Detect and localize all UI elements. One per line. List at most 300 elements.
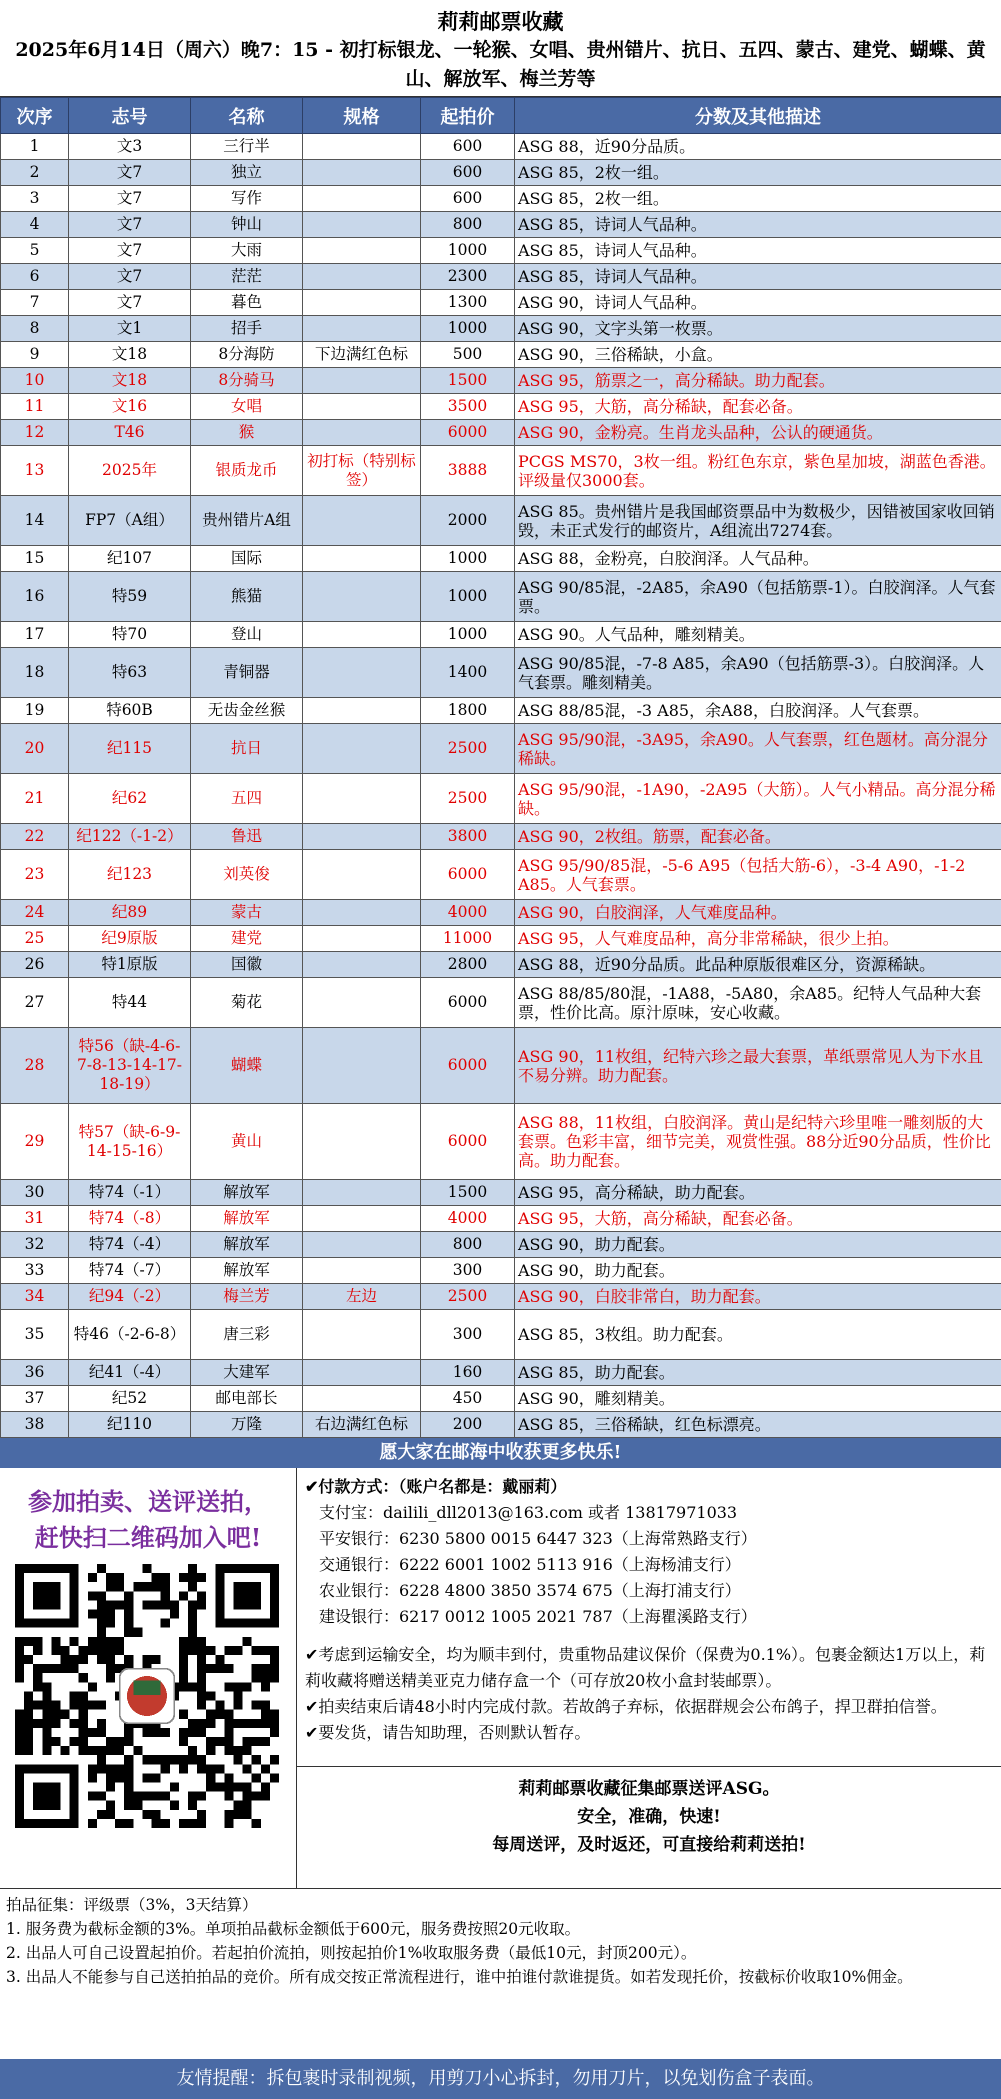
lot-number: 23 xyxy=(1,850,69,900)
slogan-line-2: 赶快扫二维码加入吧! xyxy=(34,1523,262,1552)
table-row xyxy=(1,1028,1001,1104)
table-row xyxy=(1,1180,1001,1206)
stamp-code: 特46（-2-6-8） xyxy=(69,1310,191,1360)
page-title: 莉莉邮票收藏 xyxy=(437,9,564,34)
col-header-price: 起拍价 xyxy=(421,98,515,134)
stamp-name: 熊猫 xyxy=(191,572,303,622)
lot-number: 7 xyxy=(1,290,69,316)
start-price: 1000 xyxy=(421,238,515,264)
stamp-spec xyxy=(303,212,421,238)
stamp-code: 纪122（-1-2） xyxy=(69,824,191,850)
submission-box xyxy=(297,1766,1001,1888)
lot-description: PCGS MS70，3枚一组。粉红色东京，紫色星加坡，湖蓝色香港。评级量仅3000套。 xyxy=(515,446,1001,496)
stamp-name: 8分海防 xyxy=(191,342,303,368)
table-row xyxy=(1,134,1001,160)
col-header-no: 次序 xyxy=(1,98,69,134)
lot-number: 13 xyxy=(1,446,69,496)
start-price: 2000 xyxy=(421,496,515,546)
start-price: 3888 xyxy=(421,446,515,496)
stamp-code: 特57（缺-6-9-14-15-16） xyxy=(69,1104,191,1180)
start-price: 4000 xyxy=(421,900,515,926)
stamp-name: 邮电部长 xyxy=(191,1386,303,1412)
start-price: 800 xyxy=(421,1232,515,1258)
lot-number: 33 xyxy=(1,1258,69,1284)
table-row xyxy=(1,368,1001,394)
col-header-name: 名称 xyxy=(191,98,303,134)
lot-description: ASG 85，3枚组。助力配套。 xyxy=(515,1310,1001,1360)
table-row xyxy=(1,420,1001,446)
stamp-name: 解放军 xyxy=(191,1206,303,1232)
lot-description: ASG 90，助力配套。 xyxy=(515,1258,1001,1284)
lot-description: ASG 90，11枚组，纪特六珍之最大套票，革纸票常见人为下水且不易分辨。助力配套。 xyxy=(515,1028,1001,1104)
stamp-code: 纪110 xyxy=(69,1412,191,1438)
table-row xyxy=(1,546,1001,572)
table-row xyxy=(1,264,1001,290)
lot-description: ASG 85，2枚一组。 xyxy=(515,160,1001,186)
stamp-spec xyxy=(303,1232,421,1258)
stamp-name: 建党 xyxy=(191,926,303,952)
lot-description: ASG 85，诗词人气品种。 xyxy=(515,264,1001,290)
footer-reminder: 友情提醒：拆包裹时录制视频，用剪刀小心拆封，勿用刀片，以免划伤盒子表面。 xyxy=(0,2059,1001,2099)
stamp-code: 纪107 xyxy=(69,546,191,572)
table-row xyxy=(1,238,1001,264)
stamp-code: 文7 xyxy=(69,264,191,290)
stamp-spec xyxy=(303,850,421,900)
start-price: 450 xyxy=(421,1386,515,1412)
stamp-name: 无齿金丝猴 xyxy=(191,698,303,724)
start-price: 600 xyxy=(421,134,515,160)
lot-number: 20 xyxy=(1,724,69,774)
table-row xyxy=(1,1360,1001,1386)
table-row xyxy=(1,1104,1001,1180)
table-row xyxy=(1,978,1001,1028)
lot-description: ASG 88，11枚组，白胶润泽。黄山是纪特六珍里唯一雕刻版的大套票。色彩丰富，细节完美，观赏性强。88分近90分品质，性价比高。助力配套。 xyxy=(515,1104,1001,1180)
rules-title: 拍品征集：评级票（3%，3天结算） xyxy=(6,1896,258,1914)
stamp-spec xyxy=(303,952,421,978)
lot-number: 6 xyxy=(1,264,69,290)
table-row xyxy=(1,774,1001,824)
lot-description: ASG 90，雕刻精美。 xyxy=(515,1386,1001,1412)
lot-description: ASG 88/85/80混，-1A88，-5A80，余A85。纪特人气品种大套票，性价比高。原汁原味，安心收藏。 xyxy=(515,978,1001,1028)
lot-description: ASG 88/85混，-3 A85，余A88，白胶润泽。人气套票。 xyxy=(515,698,1001,724)
delivery-note: ✔要发货，请告知助理，否则默认暂存。 xyxy=(305,1723,591,1742)
page-header xyxy=(0,0,1001,97)
lot-number: 8 xyxy=(1,316,69,342)
stamp-spec xyxy=(303,978,421,1028)
start-price: 2500 xyxy=(421,774,515,824)
stamp-spec xyxy=(303,648,421,698)
stamp-spec xyxy=(303,622,421,648)
stamp-name: 蒙古 xyxy=(191,900,303,926)
info-section xyxy=(0,1468,1001,1889)
col-header-spec: 规格 xyxy=(303,98,421,134)
stamp-spec xyxy=(303,186,421,212)
stamp-code: 文16 xyxy=(69,394,191,420)
stamp-spec xyxy=(303,1360,421,1386)
lot-number: 36 xyxy=(1,1360,69,1386)
stamp-name: 三行半 xyxy=(191,134,303,160)
stamp-code: FP7（A组） xyxy=(69,496,191,546)
stamp-name: 国徽 xyxy=(191,952,303,978)
stamp-code: 特74（-8） xyxy=(69,1206,191,1232)
stamp-code: 纪94（-2） xyxy=(69,1284,191,1310)
bank-line-jiaotong: 交通银行：6222 6001 1002 5113 916（上海杨浦支行） xyxy=(319,1555,741,1574)
lot-number: 16 xyxy=(1,572,69,622)
stamp-name: 抗日 xyxy=(191,724,303,774)
stamp-name: 女唱 xyxy=(191,394,303,420)
start-price: 2500 xyxy=(421,1284,515,1310)
table-row xyxy=(1,1284,1001,1310)
table-row xyxy=(1,160,1001,186)
lot-number: 35 xyxy=(1,1310,69,1360)
lot-number: 31 xyxy=(1,1206,69,1232)
stamp-code: 纪9原版 xyxy=(69,926,191,952)
lot-number: 27 xyxy=(1,978,69,1028)
stamp-spec xyxy=(303,572,421,622)
stamp-spec xyxy=(303,1028,421,1104)
table-row xyxy=(1,824,1001,850)
auction-table xyxy=(0,97,1001,1438)
lot-number: 21 xyxy=(1,774,69,824)
lot-description: ASG 95，高分稀缺，助力配套。 xyxy=(515,1180,1001,1206)
bank-line-pingan: 平安银行：6230 5800 0015 6447 323（上海常熟路支行） xyxy=(319,1529,757,1548)
stamp-spec xyxy=(303,774,421,824)
stamp-spec: 左边 xyxy=(303,1284,421,1310)
lot-description: ASG 90/85混，-7-8 A85，余A90（包括筋票-3）。白胶润泽。人气套票。雕刻精美。 xyxy=(515,648,1001,698)
stamp-name: 黄山 xyxy=(191,1104,303,1180)
lot-number: 12 xyxy=(1,420,69,446)
stamp-code: 特56（缺-4-6-7-8-13-14-17-18-19） xyxy=(69,1028,191,1104)
start-price: 160 xyxy=(421,1360,515,1386)
lot-number: 17 xyxy=(1,622,69,648)
table-row xyxy=(1,698,1001,724)
stamp-code: 文7 xyxy=(69,186,191,212)
stamp-name: 暮色 xyxy=(191,290,303,316)
start-price: 2800 xyxy=(421,952,515,978)
table-row xyxy=(1,394,1001,420)
lot-number: 30 xyxy=(1,1180,69,1206)
join-slogan xyxy=(0,1468,296,1556)
lot-description: ASG 95，大筋，高分稀缺，配套必备。 xyxy=(515,394,1001,420)
rule-2: 2. 出品人可自己设置起拍价。若起拍价流拍，则按起拍价1%收取服务费（最低10元，封顶200元）。 xyxy=(6,1944,697,1962)
lot-number: 34 xyxy=(1,1284,69,1310)
lot-number: 4 xyxy=(1,212,69,238)
start-price: 200 xyxy=(421,1412,515,1438)
start-price: 6000 xyxy=(421,420,515,446)
table-row xyxy=(1,1206,1001,1232)
lot-description: ASG 95，人气难度品种，高分非常稀缺，很少上拍。 xyxy=(515,926,1001,952)
stamp-code: 文18 xyxy=(69,368,191,394)
payment-title: ✔付款方式：（账户名都是：戴丽莉） xyxy=(305,1477,567,1496)
stamp-name: 国际 xyxy=(191,546,303,572)
stamp-spec xyxy=(303,1386,421,1412)
stamp-name: 菊花 xyxy=(191,978,303,1028)
lot-description: ASG 85，诗词人气品种。 xyxy=(515,212,1001,238)
table-row xyxy=(1,622,1001,648)
lot-number: 26 xyxy=(1,952,69,978)
lot-number: 25 xyxy=(1,926,69,952)
stamp-name: 唐三彩 xyxy=(191,1310,303,1360)
stamp-name: 8分骑马 xyxy=(191,368,303,394)
lot-description: ASG 85。贵州错片是我国邮资票品中为数极少，因错被国家收回销毁，未正式发行的邮资片，A组流出7274套。 xyxy=(515,496,1001,546)
lot-number: 10 xyxy=(1,368,69,394)
stamp-name: 写作 xyxy=(191,186,303,212)
stamp-spec xyxy=(303,368,421,394)
start-price: 2300 xyxy=(421,264,515,290)
stamp-spec xyxy=(303,1258,421,1284)
lot-number: 11 xyxy=(1,394,69,420)
stamp-spec xyxy=(303,264,421,290)
qr-panel xyxy=(0,1468,297,1888)
lot-number: 22 xyxy=(1,824,69,850)
start-price: 6000 xyxy=(421,850,515,900)
submission-line-2: 安全，准确，快速! xyxy=(577,1807,721,1827)
lot-description: ASG 95/90/85混，-5-6 A95（包括大筋-6），-3-4 A90，-1-2 A85。人气套票。 xyxy=(515,850,1001,900)
start-price: 3500 xyxy=(421,394,515,420)
stamp-name: 招手 xyxy=(191,316,303,342)
start-price: 3800 xyxy=(421,824,515,850)
stamp-spec xyxy=(303,900,421,926)
stamp-name: 茫茫 xyxy=(191,264,303,290)
lot-description: ASG 88，近90分品质。 xyxy=(515,134,1001,160)
lot-number: 19 xyxy=(1,698,69,724)
stamp-spec xyxy=(303,546,421,572)
lot-number: 1 xyxy=(1,134,69,160)
stamp-spec xyxy=(303,824,421,850)
stamp-spec xyxy=(303,1180,421,1206)
lot-description: ASG 88，金粉亮，白胶润泽。人气品种。 xyxy=(515,546,1001,572)
lot-number: 18 xyxy=(1,648,69,698)
stamp-code: 文7 xyxy=(69,238,191,264)
table-row xyxy=(1,1310,1001,1360)
start-price: 2500 xyxy=(421,724,515,774)
table-row xyxy=(1,1258,1001,1284)
lot-number: 32 xyxy=(1,1232,69,1258)
stamp-code: 文7 xyxy=(69,160,191,186)
stamp-name: 解放军 xyxy=(191,1258,303,1284)
stamp-code: 纪41（-4） xyxy=(69,1360,191,1386)
lot-description: ASG 90，2枚组。筋票，配套必备。 xyxy=(515,824,1001,850)
table-row xyxy=(1,496,1001,546)
stamp-name: 五四 xyxy=(191,774,303,824)
table-row xyxy=(1,212,1001,238)
table-row xyxy=(1,1412,1001,1438)
start-price: 300 xyxy=(421,1310,515,1360)
lot-number: 3 xyxy=(1,186,69,212)
lot-number: 14 xyxy=(1,496,69,546)
stamp-name: 鲁迅 xyxy=(191,824,303,850)
stamp-code: 特70 xyxy=(69,622,191,648)
stamp-name: 梅兰芳 xyxy=(191,1284,303,1310)
lot-number: 29 xyxy=(1,1104,69,1180)
lot-description: ASG 95/90混，-3A95，余A90。人气套票，红色题材。高分混分稀缺。 xyxy=(515,724,1001,774)
start-price: 1500 xyxy=(421,1180,515,1206)
stamp-code: 文7 xyxy=(69,212,191,238)
table-row xyxy=(1,290,1001,316)
col-header-desc: 分数及其他描述 xyxy=(515,98,1001,134)
stamp-code: 纪62 xyxy=(69,774,191,824)
stamp-code: 特1原版 xyxy=(69,952,191,978)
stamp-code: 特74（-7） xyxy=(69,1258,191,1284)
stamp-name: 贵州错片A组 xyxy=(191,496,303,546)
stamp-name: 青铜器 xyxy=(191,648,303,698)
lot-number: 38 xyxy=(1,1412,69,1438)
start-price: 1300 xyxy=(421,290,515,316)
consignment-rules xyxy=(0,1889,1001,2021)
lot-description: ASG 90，文字头第一枚票。 xyxy=(515,316,1001,342)
lot-number: 9 xyxy=(1,342,69,368)
banner: 愿大家在邮海中收获更多快乐! xyxy=(0,1438,1001,1468)
stamp-code: 特63 xyxy=(69,648,191,698)
start-price: 500 xyxy=(421,342,515,368)
stamp-name: 钟山 xyxy=(191,212,303,238)
stamp-spec xyxy=(303,134,421,160)
stamp-spec: 右边满红色标 xyxy=(303,1412,421,1438)
stamp-name: 银质龙币 xyxy=(191,446,303,496)
rule-3: 3. 出品人不能参与自己送拍拍品的竞价。所有成交按正常流程进行，谁中拍谁付款谁提货。如若发现托价，按截标价收取10%佣金。 xyxy=(6,1968,913,1986)
lot-description: ASG 90，白胶润泽，人气难度品种。 xyxy=(515,900,1001,926)
stamp-name: 猴 xyxy=(191,420,303,446)
start-price: 300 xyxy=(421,1258,515,1284)
alipay-line: 支付宝：dailili_dll2013@163.com 或者 13817971033 xyxy=(319,1503,738,1522)
stamp-spec xyxy=(303,1206,421,1232)
start-price: 1800 xyxy=(421,698,515,724)
start-price: 1000 xyxy=(421,572,515,622)
start-price: 1000 xyxy=(421,546,515,572)
stamp-name: 蝴蝶 xyxy=(191,1028,303,1104)
stamp-code: 特44 xyxy=(69,978,191,1028)
col-header-code: 志号 xyxy=(69,98,191,134)
stamp-name: 登山 xyxy=(191,622,303,648)
table-row xyxy=(1,952,1001,978)
table-row xyxy=(1,900,1001,926)
stamp-code: 纪123 xyxy=(69,850,191,900)
stamp-code: 特74（-4） xyxy=(69,1232,191,1258)
lot-description: ASG 88，近90分品质。此品种原版很难区分，资源稀缺。 xyxy=(515,952,1001,978)
stamp-code: 文1 xyxy=(69,316,191,342)
stamp-code: 纪115 xyxy=(69,724,191,774)
lot-description: ASG 85，诗词人气品种。 xyxy=(515,238,1001,264)
start-price: 1000 xyxy=(421,316,515,342)
stamp-name: 解放军 xyxy=(191,1180,303,1206)
lot-number: 24 xyxy=(1,900,69,926)
stamp-name: 独立 xyxy=(191,160,303,186)
stamp-spec xyxy=(303,724,421,774)
start-price: 11000 xyxy=(421,926,515,952)
stamp-code: 特74（-1） xyxy=(69,1180,191,1206)
table-row xyxy=(1,724,1001,774)
stamp-name: 解放军 xyxy=(191,1232,303,1258)
start-price: 1000 xyxy=(421,622,515,648)
stamp-code: 文3 xyxy=(69,134,191,160)
slogan-line-1: 参加拍卖、送评送拍， xyxy=(28,1487,268,1516)
payment-deadline-note: ✔拍卖结束后请48小时内完成付款。若故鸽子弃标，依据群规会公布鸽子，捍卫群拍信誉。 xyxy=(305,1697,947,1716)
start-price: 6000 xyxy=(421,1028,515,1104)
stamp-code: 文18 xyxy=(69,342,191,368)
stamp-spec xyxy=(303,238,421,264)
stamp-code: 纪89 xyxy=(69,900,191,926)
stamp-spec xyxy=(303,1104,421,1180)
start-price: 800 xyxy=(421,212,515,238)
table-row xyxy=(1,926,1001,952)
table-header-row xyxy=(1,98,1001,134)
lot-description: ASG 95/90混，-1A90，-2A95（大筋）。人气小精品。高分混分稀缺。 xyxy=(515,774,1001,824)
table-row xyxy=(1,1232,1001,1258)
stamp-code: T46 xyxy=(69,420,191,446)
stamp-code: 2025年 xyxy=(69,446,191,496)
start-price: 1400 xyxy=(421,648,515,698)
stamp-spec xyxy=(303,316,421,342)
stamp-spec: 下边满红色标 xyxy=(303,342,421,368)
stamp-spec xyxy=(303,394,421,420)
start-price: 6000 xyxy=(421,978,515,1028)
stamp-spec xyxy=(303,698,421,724)
stamp-code: 特60B xyxy=(69,698,191,724)
start-price: 600 xyxy=(421,160,515,186)
bank-line-nongye: 农业银行：6228 4800 3850 3574 675（上海打浦支行） xyxy=(319,1581,741,1600)
payment-panel xyxy=(297,1468,1001,1888)
lot-description: ASG 90，三俗稀缺，小盒。 xyxy=(515,342,1001,368)
stamp-spec xyxy=(303,496,421,546)
lot-description: ASG 95，大筋，高分稀缺，配套必备。 xyxy=(515,1206,1001,1232)
stamp-spec xyxy=(303,1310,421,1360)
lot-description: ASG 90，诗词人气品种。 xyxy=(515,290,1001,316)
lot-description: ASG 90，白胶非常白，助力配套。 xyxy=(515,1284,1001,1310)
qr-code-icon[interactable] xyxy=(14,1564,280,1828)
lot-description: ASG 85，助力配套。 xyxy=(515,1360,1001,1386)
lot-description: ASG 90/85混，-2A85，余A90（包括筋票-1）。白胶润泽。人气套票。 xyxy=(515,572,1001,622)
start-price: 1500 xyxy=(421,368,515,394)
stamp-spec xyxy=(303,160,421,186)
lot-number: 37 xyxy=(1,1386,69,1412)
lot-number: 2 xyxy=(1,160,69,186)
table-row xyxy=(1,850,1001,900)
submission-line-3: 每周送评，及时返还，可直接给莉莉送拍! xyxy=(492,1835,806,1855)
stamp-spec: 初打标（特别标签） xyxy=(303,446,421,496)
table-row xyxy=(1,648,1001,698)
lot-number: 15 xyxy=(1,546,69,572)
start-price: 4000 xyxy=(421,1206,515,1232)
table-row xyxy=(1,316,1001,342)
rule-1: 1. 服务费为截标金额的3%。单项拍品截标金额低于600元，服务费按照20元收取。 xyxy=(6,1920,581,1938)
bank-line-jianshe: 建设银行：6217 0012 1005 2021 787（上海瞿溪路支行） xyxy=(319,1607,757,1626)
payment-info xyxy=(297,1468,1001,1766)
stamp-code: 纪52 xyxy=(69,1386,191,1412)
stamp-spec xyxy=(303,420,421,446)
start-price: 6000 xyxy=(421,1104,515,1180)
table-row xyxy=(1,1386,1001,1412)
lot-description: ASG 90，助力配套。 xyxy=(515,1232,1001,1258)
stamp-name: 大雨 xyxy=(191,238,303,264)
table-row xyxy=(1,342,1001,368)
lot-description: ASG 90，金粉亮。生肖龙头品种，公认的硬通货。 xyxy=(515,420,1001,446)
table-row xyxy=(1,446,1001,496)
lot-description: ASG 95，筋票之一，高分稀缺。助力配套。 xyxy=(515,368,1001,394)
table-row xyxy=(1,572,1001,622)
stamp-name: 刘英俊 xyxy=(191,850,303,900)
lot-description: ASG 90。人气品种，雕刻精美。 xyxy=(515,622,1001,648)
lot-number: 5 xyxy=(1,238,69,264)
auction-subtitle: 2025年6月14日（周六）晚7：15 - 初打标银龙、一轮猴、女唱、贵州错片、抗日、五四、蒙古、建党、蝴蝶、黄山、解放军、梅兰芳等 xyxy=(15,39,986,90)
stamp-code: 文7 xyxy=(69,290,191,316)
stamp-name: 大建军 xyxy=(191,1360,303,1386)
submission-line-1: 莉莉邮票收藏征集邮票送评ASG。 xyxy=(518,1779,780,1799)
start-price: 600 xyxy=(421,186,515,212)
stamp-spec xyxy=(303,290,421,316)
stamp-name: 万隆 xyxy=(191,1412,303,1438)
lot-number: 28 xyxy=(1,1028,69,1104)
lot-description: ASG 85，三俗稀缺，红色标漂亮。 xyxy=(515,1412,1001,1438)
